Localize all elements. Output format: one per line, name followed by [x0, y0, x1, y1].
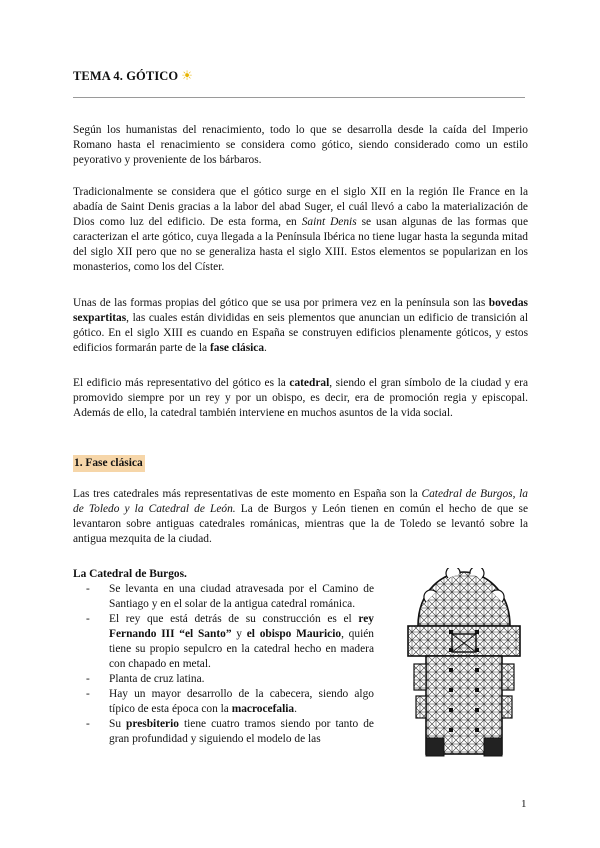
paragraph-forms-text-b: , las cuales están divididas en seis plementos que anuncian un edificio de transición al gótico. En el siglo XIII es cuando en España se construyen edificios plenamente góticos, y estos edificios formarán parte de la: [73, 312, 528, 354]
list-dash: -: [86, 718, 90, 730]
list-dash: -: [86, 583, 90, 595]
title-text: TEMA 4. GÓTICO: [73, 69, 179, 83]
paragraph-origin: [73, 185, 528, 275]
list-item: [86, 717, 374, 747]
list-item: [86, 687, 374, 717]
page-title: [73, 68, 193, 84]
list-item: [86, 612, 374, 672]
subheading-burgos: La Catedral de Burgos.: [73, 568, 187, 580]
paragraph-forms-text-c: .: [264, 342, 267, 354]
paragraph-forms-text-a: Unas de las formas propias del gótico que se usa por primera vez en la península son las: [73, 297, 489, 309]
obispo-mauricio-bold: el obispo Mauricio: [246, 628, 342, 640]
list-dash: -: [86, 673, 90, 685]
presbiterio-bold: presbiterio: [126, 718, 179, 730]
section-heading: 1. Fase clásica: [73, 455, 145, 472]
paragraph-origin-text-a: Tradicionalmente se considera que el gótico surge en el siglo XII en la región Ile France en la abadía de Saint Denis gracias a la labor del abad Suger, el cuál llevó a cabo la materialización de Dios como luz del edificio. De esta forma, en: [73, 186, 528, 228]
list-item-text: Su: [109, 718, 127, 730]
fase-clasica-bold: fase clásica: [209, 342, 265, 354]
cathedrals-italic: Catedral de Burgos, la de Toledo y la Catedral de León.: [73, 488, 528, 515]
list-item-text: Planta de cruz latina.: [109, 673, 205, 685]
saint-denis-italic: Saint Denis: [301, 216, 357, 228]
page-number: 1: [521, 798, 527, 810]
list-item-text: , quién tiene su propio sepulcro en la catedral hecho en madera con chapado en metal.: [109, 628, 374, 670]
cathedral-floor-plan-icon: [404, 568, 524, 760]
list-item: [86, 582, 374, 612]
title-divider: [73, 97, 525, 98]
burgos-list: [86, 582, 374, 747]
paragraph-cathedral-text-b: , siendo el gran símbolo de la ciudad y era promovido siempre por un rey y por un obispo, es decir, era de promoción regia y episcopal. Además de ello, la catedral también interviene en muchos asuntos de la vida social.: [73, 377, 529, 419]
paragraph-forms: [73, 296, 528, 356]
list-item-text: y: [231, 628, 247, 640]
list-dash: -: [86, 688, 90, 700]
paragraph-three-text-a: Las tres catedrales más representativas de este momento en España son la: [73, 488, 422, 500]
list-dash: -: [86, 613, 90, 625]
list-item-text: tiene cuatro tramos siendo por tanto de gran profundidad y siguiendo el modelo de las: [109, 718, 374, 745]
list-item-text: Se levanta en una ciudad atravesada por el Camino de Santiago y en el solar de la antigua catedral románica.: [109, 583, 374, 610]
paragraph-three-cathedrals: [73, 487, 528, 547]
list-item-text: Hay un mayor desarrollo de la cabecera, siendo algo típico de esta época con la: [109, 688, 374, 715]
list-item-text: El rey que está detrás de su construcción es el: [109, 613, 359, 625]
bovedas-bold: bovedas sexpartitas: [73, 297, 528, 324]
paragraph-intro-text: Según los humanistas del renacimiento, todo lo que se desarrolla desde la caída del Imperio Romano hasta el renacimiento se considera como gótico, siendo considerado como un estilo peyorativo y proveniente de los bárbaros.: [73, 124, 528, 166]
rey-fernando-bold: rey Fernando III “el Santo”: [109, 613, 374, 640]
paragraph-three-text-b: La de Burgos y León tienen en común el hecho de que se levantaron sobre antiguas catedrales románicas, mientras que la de Toledo se levantó sobre la antigua mezquita de la ciudad.: [73, 503, 528, 545]
catedral-bold: catedral: [289, 377, 330, 389]
sun-icon: ☀: [181, 68, 193, 83]
list-item-text: .: [294, 703, 297, 715]
list-item: [86, 672, 374, 687]
paragraph-intro: [73, 123, 528, 168]
macrocefalia-bold: macrocefalia: [231, 703, 295, 715]
paragraph-origin-text-b: se usan algunas de las formas que caracterizan el arte gótico, cuya llegada a la Península Ibérica no tiene lugar hasta la segunda mitad del siglo XII pero que no se generaliza hasta el siglo XIII. Estos elementos se popularizan en los monasterios, como los del Císter.: [73, 216, 528, 273]
paragraph-cathedral: [73, 376, 528, 421]
paragraph-cathedral-text-a: El edificio más representativo del gótico es la: [73, 377, 290, 389]
